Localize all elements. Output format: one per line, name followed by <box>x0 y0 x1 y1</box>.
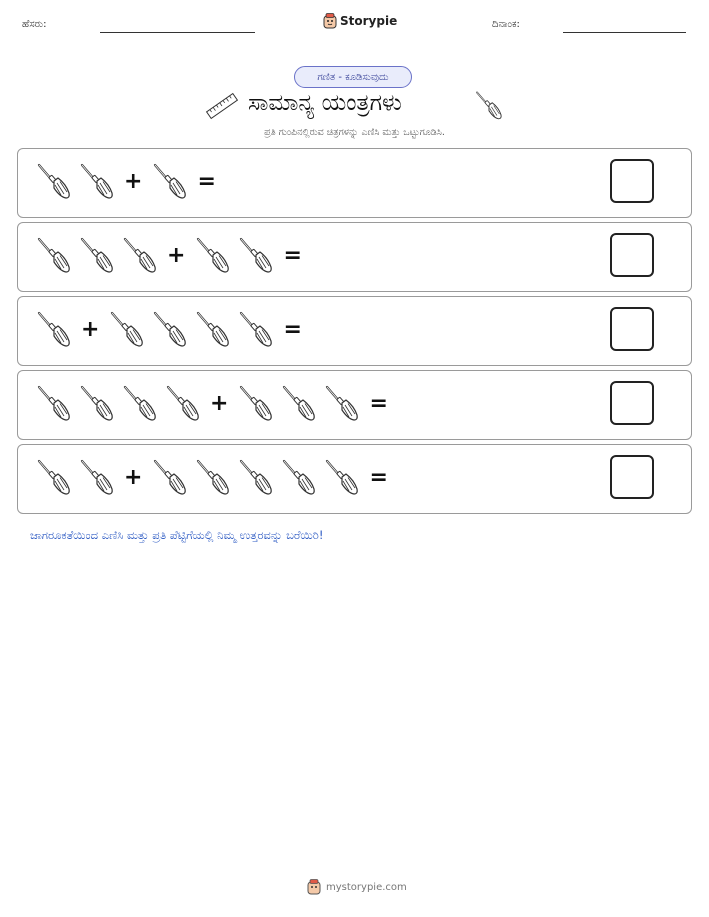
plus-sign: + <box>124 169 143 194</box>
answer-box[interactable] <box>610 455 654 499</box>
screwdriver-icon <box>79 162 115 202</box>
screwdriver-icon <box>195 310 231 350</box>
instructions: ಪ್ರತಿ ಗುಂಪಿನಲ್ಲಿರುವ ಚಿತ್ರಗಳನ್ನು ಎಣಿಸಿ ಮತ್ತು ಒಟ್ಟುಗೂಡಿಸಿ. <box>264 127 445 138</box>
screwdriver-icon <box>238 384 274 424</box>
screwdriver-icon <box>238 236 274 276</box>
ruler-icon <box>204 91 240 121</box>
equals-sign: = <box>283 317 302 342</box>
reminder-note: ಜಾಗರೂಕತೆಯಿಂದ ಎಣಿಸಿ ಮತ್ತು ಪ್ರತಿ ಪೆಟ್ಟಿಗೆಯಲ್ಲಿ ನಿಮ್ಮ ಉತ್ತರವನ್ನು ಬರೆಯಿರಿ! <box>30 528 324 542</box>
brand-name: Storypie <box>340 14 398 28</box>
screwdriver-icon <box>281 384 317 424</box>
mascot-icon <box>307 879 321 895</box>
name-field[interactable] <box>100 32 255 33</box>
problem-items <box>36 162 226 202</box>
plus-sign: + <box>81 317 100 342</box>
date-label: ದಿನಾಂಕ: <box>492 19 520 30</box>
screwdriver-icon <box>324 458 360 498</box>
footer-site: mystorypie.com <box>326 881 407 893</box>
screwdriver-icon <box>165 384 201 424</box>
screwdriver-icon <box>195 236 231 276</box>
screwdriver-icon <box>152 458 188 498</box>
screwdriver-icon <box>109 310 145 350</box>
screwdriver-icon <box>122 236 158 276</box>
screwdriver-icon <box>36 384 72 424</box>
plus-sign: + <box>124 465 143 490</box>
problem-row <box>17 296 692 366</box>
screwdriver-icon <box>152 162 188 202</box>
screwdriver-icon <box>238 310 274 350</box>
title-row <box>200 88 510 124</box>
equals-sign: = <box>369 391 388 416</box>
problem-row <box>17 444 692 514</box>
answer-box[interactable] <box>610 381 654 425</box>
problem-row <box>17 370 692 440</box>
screwdriver-icon <box>36 236 72 276</box>
equals-sign: = <box>369 465 388 490</box>
screwdriver-icon <box>79 384 115 424</box>
screwdriver-icon <box>152 310 188 350</box>
brand-logo <box>323 13 397 29</box>
screwdriver-icon <box>122 384 158 424</box>
problem-row <box>17 148 692 218</box>
screwdriver-icon <box>195 458 231 498</box>
answer-box[interactable] <box>610 233 654 277</box>
footer <box>307 879 407 895</box>
screwdriver-icon <box>79 236 115 276</box>
screwdriver-icon <box>324 384 360 424</box>
problem-items <box>36 236 312 276</box>
screwdriver-icon <box>281 458 317 498</box>
screwdriver-icon <box>79 458 115 498</box>
answer-box[interactable] <box>610 307 654 351</box>
screwdriver-icon <box>238 458 274 498</box>
mascot-icon <box>323 13 337 29</box>
screwdriver-icon <box>36 458 72 498</box>
problem-items <box>36 384 398 424</box>
date-field[interactable] <box>563 32 686 33</box>
screwdriver-icon <box>36 310 72 350</box>
problem-row <box>17 222 692 292</box>
topic-tag: ಗಣಿತ - ಕೂಡಿಸುವುದು <box>294 66 412 88</box>
name-label: ಹೆಸರು: <box>22 19 47 30</box>
equals-sign: = <box>197 169 216 194</box>
screwdriver-icon <box>36 162 72 202</box>
problem-items <box>36 458 398 498</box>
page-title: ಸಾಮಾನ್ಯ ಯಂತ್ರಗಳು <box>248 90 402 116</box>
problem-items <box>36 310 312 350</box>
plus-sign: + <box>210 391 229 416</box>
screwdriver-icon <box>472 90 506 122</box>
plus-sign: + <box>167 243 186 268</box>
answer-box[interactable] <box>610 159 654 203</box>
equals-sign: = <box>283 243 302 268</box>
